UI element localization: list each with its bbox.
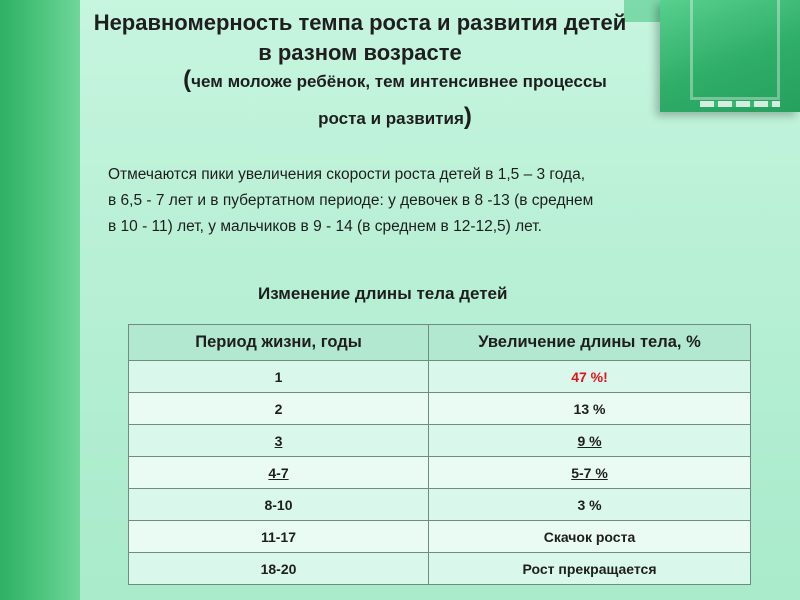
table-row xyxy=(129,393,751,425)
subtitle-line2: роста и развития xyxy=(318,109,464,128)
cell-period: 8-10 xyxy=(129,489,429,521)
cell-period: 1 xyxy=(129,361,429,393)
paragraph-line: в 10 - 11) лет, у мальчиков в 9 - 14 (в среднем в 12-12,5) лет. xyxy=(108,218,542,235)
cell-increase xyxy=(429,457,751,489)
decorative-square-frame xyxy=(690,0,780,100)
table-row xyxy=(129,457,751,489)
table-row xyxy=(129,521,751,553)
cell-period xyxy=(129,425,429,457)
table-row xyxy=(129,489,751,521)
table-row xyxy=(129,425,751,457)
cell-period xyxy=(129,457,429,489)
header-period: Период жизни, годы xyxy=(129,325,429,361)
slide-title-line2: в разном возрасте xyxy=(258,40,462,65)
cell-increase: Скачок роста xyxy=(429,521,751,553)
slide-title-line1: Неравномерность темпа роста и развития детей xyxy=(93,10,627,35)
subtitle-open-paren: ( xyxy=(183,66,192,93)
cell-period: 2 xyxy=(129,393,429,425)
left-green-stripe xyxy=(0,0,80,600)
cell-period-value: 4-7 xyxy=(268,464,289,481)
body-length-table xyxy=(128,324,751,585)
growth-peaks-paragraph xyxy=(108,162,648,240)
cell-increase xyxy=(429,361,751,393)
table-caption: Изменение длины тела детей xyxy=(258,284,508,303)
paragraph-line: Отмечаются пики увеличения скорости роста детей в 1,5 – 3 года, xyxy=(108,166,585,183)
table-row xyxy=(129,361,751,393)
decorative-striped-bar xyxy=(700,101,780,107)
cell-increase: 13 % xyxy=(429,393,751,425)
slide-title xyxy=(90,8,630,68)
table-header-row xyxy=(129,325,751,361)
subtitle-line1: чем моложе ребёнок, тем интенсивнее процессы xyxy=(191,72,607,91)
header-increase: Увеличение длины тела, % xyxy=(429,325,751,361)
cell-period: 11-17 xyxy=(129,521,429,553)
table-row xyxy=(129,553,751,585)
cell-period-value: 3 xyxy=(274,432,283,449)
cell-increase xyxy=(429,425,751,457)
cell-increase-value: 47 % xyxy=(571,368,604,385)
cell-exclamation: ! xyxy=(603,368,608,385)
paragraph-line: в 6,5 - 7 лет и в пубертатном периоде: у девочек в 8 -13 (в среднем xyxy=(108,192,594,209)
cell-increase: Рост прекращается xyxy=(429,553,751,585)
cell-increase-value: 5-7 % xyxy=(571,464,608,481)
cell-increase: 3 % xyxy=(429,489,751,521)
subtitle-close-paren: ) xyxy=(463,103,472,130)
slide-subtitle xyxy=(160,62,630,136)
cell-period: 18-20 xyxy=(129,553,429,585)
cell-increase-value: 9 % xyxy=(577,432,602,449)
